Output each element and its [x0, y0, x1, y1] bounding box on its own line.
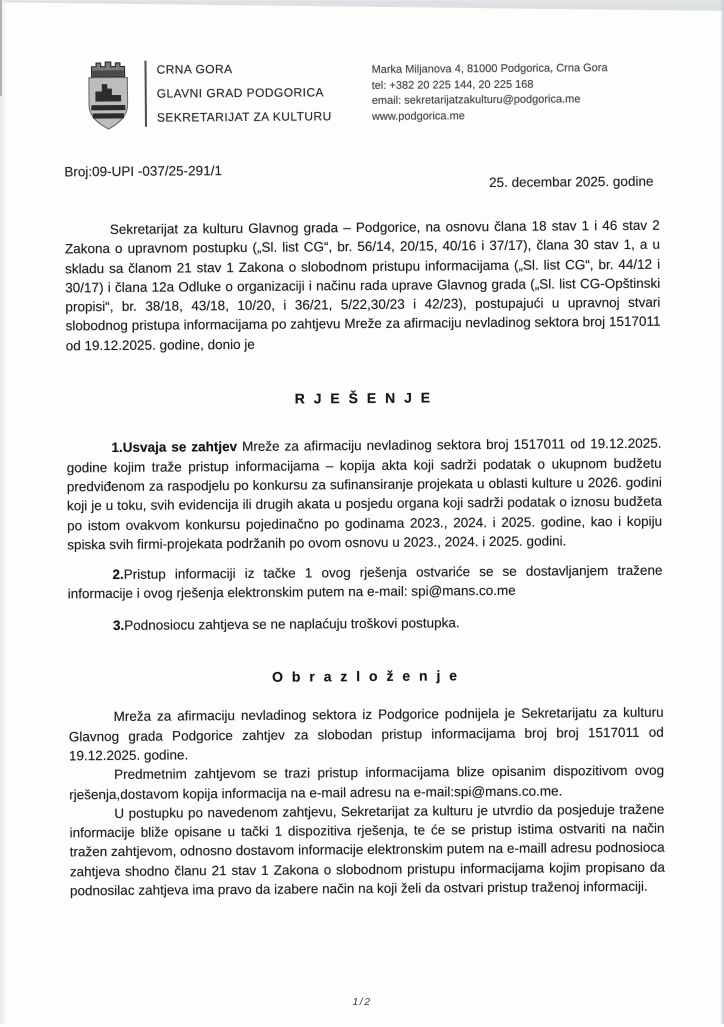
- contact-address: Marka Miljanova 4, 81000 Podgorica, Crna Gora: [371, 62, 608, 76]
- item3-lead: 3.: [112, 617, 125, 633]
- item2-text: Pristup informaciji iz tačke 1 ovog rješenja ostvariće se se dostavljanjem tražene informacije i ovog rješenja elektronskim putem na e-mail: spi@mans.co.me: [67, 562, 663, 602]
- letterhead: [63, 53, 659, 141]
- obrazlozenje-paragraph-3: U postupku po navedenom zahtjevu, Sekretarijat za kulturu je utvrdio da posjeduje tražene informacije bliže opisane u tački 1 dispozitiva rješenja, te će se pristup istima ostvariti na način tražen zahtjevom, odnosno dostavom informacije elektronskim putem na e-maill adresu podnosioca zahtjeva shodno članu 21 stav 1 Zakona o slobodnom pristupu informacijama kojim propisano da podnosilac zahtjeva ima pravo da izabere način na koji želi da ostvari pristup traženoj informaciji.: [69, 801, 665, 899]
- heading-obrazlozenje: O b r a z l o ž e n j e: [272, 667, 460, 685]
- contact-block: [371, 53, 659, 125]
- page-number: 1/2: [352, 996, 372, 1008]
- item1-lead: 1.Usvaja se zahtjev: [111, 439, 238, 456]
- contact-website: www.podgorica.me: [371, 109, 465, 123]
- decision-item-3: [68, 611, 663, 635]
- obrazlozenje-paragraph-2: Predmetnim zahtjevom se trazi pristup informacijama blize opisanim dispozitivom ovog rješenja,dostavom kopija informacija na e-mail adresu na e-mail:spi@mans.co.me.: [69, 762, 665, 802]
- case-number: Broj:09-UPI -037/25-291/1: [64, 163, 222, 180]
- item2-lead: 2.: [112, 567, 124, 583]
- reference-row: [64, 160, 659, 194]
- organization-block: [156, 55, 331, 134]
- decision-item-2: [67, 561, 662, 604]
- item3-text: Podnosiocu zahtjeva se ne naplaćuju troškovi postupka.: [124, 615, 460, 633]
- intro-paragraph: Sekretarijat za kulturu Glavnog grada – Podgorice, na osnovu člana 18 stav 1 i 46 stav 2 Zakona o upravnom postupku („Sl. list CG“, br. 56/14, 20/15, 40/16 i 37/17), člana 30 stav 1, a u skladu sa članom 21 stav 1 Zakona o slobodnom pristupu informacijama („Sl. list CG“, br. 44/12 i 30/17) i člana 12a Odluke o organizaciji i načinu rada uprave Glavnog grada („Sl. list CG-Opštinski propisi“, br. 38/18, 43/18, 10/20, i 36/21, 5/22,30/23 i 42/23), postupajući u upravnoj stvari slobodnog pristupa informacijama po zahtjevu Mreže za afirmaciju nevladinog sektora broj 1517011 od 19.12.2025. godine, donio je: [64, 217, 661, 354]
- contact-phone: tel: +382 20 225 144, 20 225 168: [371, 78, 534, 92]
- org-country: CRNA GORA: [156, 62, 233, 77]
- heading-rjesenje: R J E Š E N J E: [294, 389, 433, 407]
- decision-item-1: [66, 434, 662, 554]
- obrazlozenje-paragraph-1: Mreža za afirmaciju nevladinog sektora iz Podgorice podnijela je Sekretarijatu za kulturu Glavnog grada Podgorice zahtjev za slobodan pristup informacijama broj broj 1517011 od 19.12.2025. godine.: [68, 704, 664, 764]
- document-text: [65, 216, 665, 901]
- document-date: 25. decembar 2025. godine: [489, 173, 654, 191]
- item1-text: Mreže za afirmaciju nevladinog sektora broj 1517011 od 19.12.2025. godine kojim traže pristup informacijama – kopija akta koji sadrži podatak o ukupnom budžetu predviđenom za raspodjelu po konkursu za sufinansiranje projekata u oblasti kulture u 2026. godini koji je u toku, svih evidencija ili drugih akata u posjedu organa koji sadrži podatak o iznosu budžeta po istom ovakvom konkursu pojedinačno po godinama 2023., 2024. i 2025. godine, kao i kopiju spiska svih firmi-projekata podržanih po ovom osnovu u 2023., 2024. i 2025. godini.: [66, 436, 663, 553]
- contact-email: email: sekretarijatzakulturu@podgorica.me: [371, 93, 581, 107]
- podgorica-coat-of-arms-icon: [80, 57, 136, 140]
- org-city: GLAVNI GRAD PODGORICA: [156, 85, 325, 101]
- org-department: SEKRETARIJAT ZA KULTURU: [156, 109, 332, 125]
- letterhead-divider: [144, 61, 147, 127]
